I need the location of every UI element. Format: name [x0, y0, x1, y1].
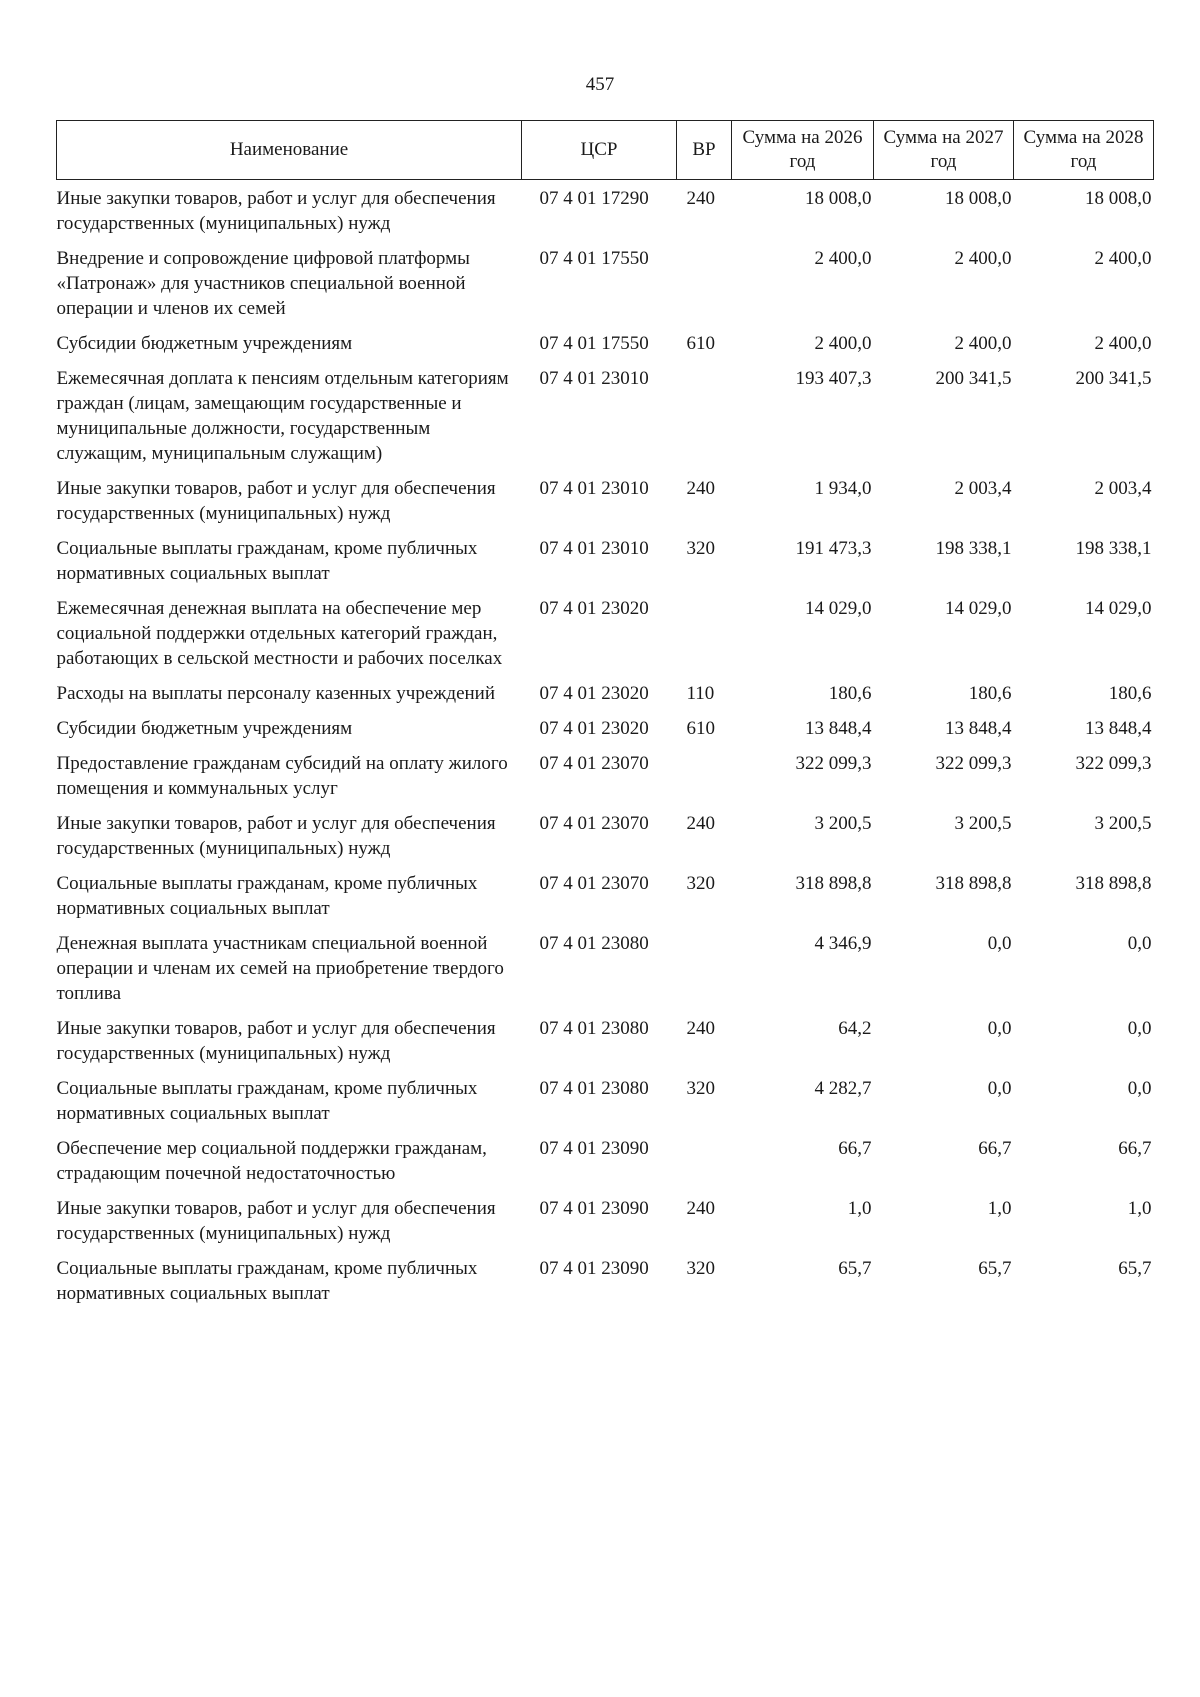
- row-vr: 240: [686, 1018, 715, 1039]
- row-csr: 07 4 01 23070: [539, 873, 649, 894]
- row-sum-2027: 322 099,3: [935, 753, 1012, 774]
- row-name: Субсидии бюджетным учреждениям: [56, 333, 353, 354]
- row-vr: 240: [686, 813, 715, 834]
- row-vr: [677, 751, 732, 811]
- row-sum-2026: 14 029,0: [805, 598, 872, 619]
- row-sum-2027: 0,0: [987, 1018, 1012, 1039]
- table-row: [57, 536, 1154, 596]
- row-sum-2027: 1,0: [987, 1198, 1012, 1219]
- row-vr: 320: [686, 1258, 715, 1279]
- row-vr: [677, 931, 732, 1016]
- row-sum-2028: 2 400,0: [1094, 248, 1152, 269]
- row-sum-2026: 191 473,3: [795, 538, 872, 559]
- row-csr: 07 4 01 23020: [539, 718, 649, 739]
- row-sum-2026: 64,2: [838, 1018, 872, 1039]
- row-sum-2028: 3 200,5: [1094, 813, 1152, 834]
- row-sum-2027: 200 341,5: [935, 368, 1012, 389]
- row-name: Иные закупки товаров, работ и услуг для обеспечения государственных (муниципальных) нужд: [56, 813, 496, 859]
- row-name: Социальные выплаты гражданам, кроме публичных нормативных социальных выплат: [56, 873, 478, 919]
- row-sum-2028: 0,0: [1127, 1078, 1152, 1099]
- row-sum-2026: 4 346,9: [814, 933, 872, 954]
- row-name: Денежная выплата участникам специальной военной операции и членам их семей на приобретение твердого топлива: [56, 933, 504, 1004]
- row-csr: 07 4 01 23090: [539, 1138, 649, 1159]
- row-csr: 07 4 01 23080: [539, 933, 649, 954]
- row-sum-2027: 66,7: [978, 1138, 1012, 1159]
- page-number: 457: [585, 74, 615, 95]
- table-body: [57, 180, 1154, 1317]
- table-row: [57, 751, 1154, 811]
- row-vr: [677, 366, 732, 476]
- row-sum-2026: 318 898,8: [795, 873, 872, 894]
- row-name: Субсидии бюджетным учреждениям: [56, 718, 353, 739]
- row-sum-2027: 18 008,0: [945, 188, 1012, 209]
- table-row: [57, 246, 1154, 331]
- budget-table: [56, 120, 1154, 1316]
- row-name: Предоставление гражданам субсидий на оплату жилого помещения и коммунальных услуг: [56, 753, 508, 799]
- row-sum-2027: 318 898,8: [935, 873, 1012, 894]
- row-vr: [677, 1136, 732, 1196]
- row-name: Внедрение и сопровождение цифровой платформы «Патронаж» для участников специальной военной операции и членов их семей: [56, 248, 470, 319]
- row-sum-2028: 2 400,0: [1094, 333, 1152, 354]
- row-sum-2027: 3 200,5: [954, 813, 1012, 834]
- header-sum-2028: Сумма на 2028 год: [1014, 121, 1154, 180]
- row-vr: 610: [686, 333, 715, 354]
- table-row: [57, 476, 1154, 536]
- row-sum-2028: 0,0: [1127, 933, 1152, 954]
- row-sum-2028: 318 898,8: [1075, 873, 1152, 894]
- row-vr: 320: [686, 1078, 715, 1099]
- row-csr: 07 4 01 23070: [539, 753, 649, 774]
- table-row: [57, 716, 1154, 751]
- header-vr: ВР: [677, 121, 732, 180]
- table-row: [57, 871, 1154, 931]
- row-sum-2028: 13 848,4: [1085, 718, 1152, 739]
- row-sum-2026: 2 400,0: [814, 333, 872, 354]
- row-sum-2027: 2 400,0: [954, 248, 1012, 269]
- row-name: Ежемесячная денежная выплата на обеспечение мер социальной поддержки отдельных категорий граждан, работающих в сельской местности и рабочих поселках: [56, 598, 503, 669]
- row-name: Иные закупки товаров, работ и услуг для обеспечения государственных (муниципальных) нужд: [56, 1198, 496, 1244]
- row-csr: 07 4 01 23020: [539, 598, 649, 619]
- row-csr: 07 4 01 17550: [539, 333, 649, 354]
- row-sum-2027: 2 003,4: [954, 478, 1012, 499]
- header-row: [57, 121, 1154, 180]
- table-row: [57, 331, 1154, 366]
- row-csr: 07 4 01 23090: [539, 1258, 649, 1279]
- row-vr: 240: [686, 1198, 715, 1219]
- row-name: Ежемесячная доплата к пенсиям отдельным категориям граждан (лицам, замещающим государственные и муниципальные должности, государственным служащим, муниципальным служащим): [56, 368, 509, 464]
- table-row: [57, 596, 1154, 681]
- row-sum-2027: 13 848,4: [945, 718, 1012, 739]
- table-row: [57, 811, 1154, 871]
- row-sum-2028: 180,6: [1108, 683, 1152, 704]
- row-csr: 07 4 01 17550: [539, 248, 649, 269]
- row-sum-2027: 2 400,0: [954, 333, 1012, 354]
- row-csr: 07 4 01 23090: [539, 1198, 649, 1219]
- row-csr: 07 4 01 23080: [539, 1018, 649, 1039]
- table-row: [57, 180, 1154, 247]
- row-sum-2026: 193 407,3: [795, 368, 872, 389]
- row-sum-2026: 3 200,5: [814, 813, 872, 834]
- header-name: Наименование: [57, 121, 522, 180]
- row-sum-2027: 0,0: [987, 1078, 1012, 1099]
- row-sum-2027: 198 338,1: [935, 538, 1012, 559]
- row-vr: 110: [686, 683, 715, 704]
- budget-table-container: [56, 120, 1153, 1316]
- row-sum-2028: 66,7: [1118, 1138, 1152, 1159]
- table-row: [57, 681, 1154, 716]
- row-sum-2028: 198 338,1: [1075, 538, 1152, 559]
- row-vr: 240: [686, 478, 715, 499]
- row-name: Расходы на выплаты персоналу казенных учреждений: [56, 683, 496, 704]
- row-name: Социальные выплаты гражданам, кроме публичных нормативных социальных выплат: [56, 538, 478, 584]
- row-vr: [677, 596, 732, 681]
- row-name: Иные закупки товаров, работ и услуг для обеспечения государственных (муниципальных) нужд: [56, 1018, 496, 1064]
- row-csr: 07 4 01 23010: [539, 478, 649, 499]
- row-csr: 07 4 01 23010: [539, 368, 649, 389]
- row-sum-2028: 1,0: [1127, 1198, 1152, 1219]
- row-vr: 320: [686, 873, 715, 894]
- row-csr: 07 4 01 17290: [539, 188, 649, 209]
- row-name: Иные закупки товаров, работ и услуг для обеспечения государственных (муниципальных) нужд: [56, 478, 496, 524]
- row-sum-2028: 18 008,0: [1085, 188, 1152, 209]
- row-sum-2028: 14 029,0: [1085, 598, 1152, 619]
- table-row: [57, 931, 1154, 1016]
- row-sum-2026: 180,6: [828, 683, 872, 704]
- header-sum-2026: Сумма на 2026 год: [732, 121, 874, 180]
- row-name: Социальные выплаты гражданам, кроме публичных нормативных социальных выплат: [56, 1078, 478, 1124]
- row-csr: 07 4 01 23020: [539, 683, 649, 704]
- row-sum-2026: 18 008,0: [805, 188, 872, 209]
- row-sum-2027: 0,0: [987, 933, 1012, 954]
- row-sum-2027: 180,6: [968, 683, 1012, 704]
- row-sum-2028: 0,0: [1127, 1018, 1152, 1039]
- row-sum-2027: 14 029,0: [945, 598, 1012, 619]
- row-sum-2026: 1,0: [847, 1198, 872, 1219]
- row-vr: 320: [686, 538, 715, 559]
- row-name: Иные закупки товаров, работ и услуг для обеспечения государственных (муниципальных) нужд: [56, 188, 496, 234]
- header-csr: ЦСР: [522, 121, 677, 180]
- row-csr: 07 4 01 23010: [539, 538, 649, 559]
- row-csr: 07 4 01 23080: [539, 1078, 649, 1099]
- table-row: [57, 1076, 1154, 1136]
- row-sum-2028: 322 099,3: [1075, 753, 1152, 774]
- table-row: [57, 366, 1154, 476]
- table-row: [57, 1136, 1154, 1196]
- row-sum-2027: 65,7: [978, 1258, 1012, 1279]
- table-row: [57, 1196, 1154, 1256]
- row-sum-2026: 13 848,4: [805, 718, 872, 739]
- row-sum-2026: 1 934,0: [814, 478, 872, 499]
- row-name: Обеспечение мер социальной поддержки гражданам, страдающим почечной недостаточностью: [56, 1138, 487, 1184]
- table-header: [57, 121, 1154, 180]
- table-row: [57, 1016, 1154, 1076]
- row-csr: 07 4 01 23070: [539, 813, 649, 834]
- row-vr: 610: [686, 718, 715, 739]
- row-name: Социальные выплаты гражданам, кроме публичных нормативных социальных выплат: [56, 1258, 478, 1304]
- row-sum-2026: 322 099,3: [795, 753, 872, 774]
- row-sum-2026: 66,7: [838, 1138, 872, 1159]
- row-vr: [677, 246, 732, 331]
- table-row: [57, 1256, 1154, 1316]
- row-vr: 240: [686, 188, 715, 209]
- row-sum-2026: 2 400,0: [814, 248, 872, 269]
- row-sum-2028: 200 341,5: [1075, 368, 1152, 389]
- header-sum-2027: Сумма на 2027 год: [874, 121, 1014, 180]
- row-sum-2026: 4 282,7: [814, 1078, 872, 1099]
- row-sum-2028: 65,7: [1118, 1258, 1152, 1279]
- row-sum-2028: 2 003,4: [1094, 478, 1152, 499]
- row-sum-2026: 65,7: [838, 1258, 872, 1279]
